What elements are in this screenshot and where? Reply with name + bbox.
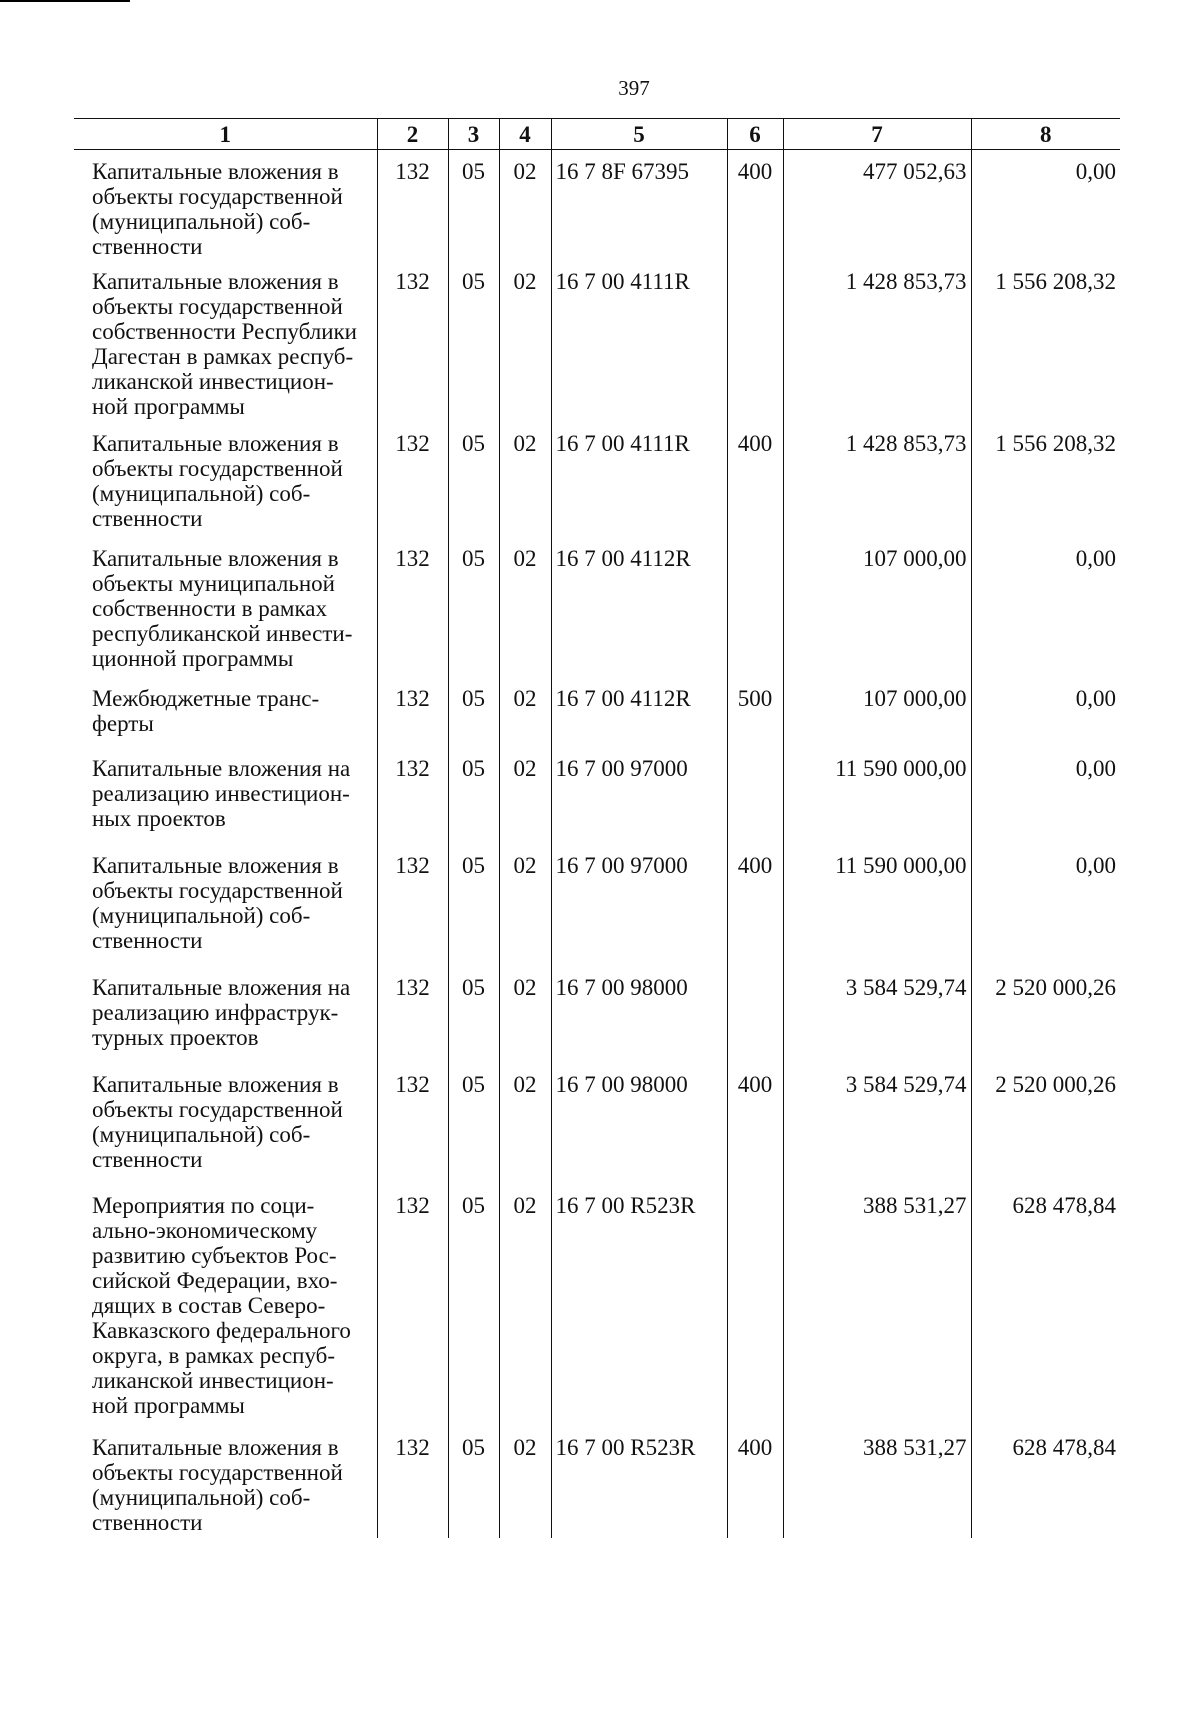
cell-amount-8: 0,00	[971, 677, 1120, 747]
cell-section: 05	[448, 1063, 499, 1184]
header-row	[74, 119, 1120, 150]
table-row	[74, 966, 1120, 1063]
row-name-text: Капитальные вложения на реализацию инвестицион- ных проектов	[92, 755, 351, 831]
cell-target-article: 16 7 8F 67395	[551, 150, 727, 260]
cell-amount-8: 2 520 000,26	[971, 1063, 1120, 1184]
cell-expense-type	[727, 966, 783, 1063]
cell-section: 05	[448, 747, 499, 844]
cell-section: 05	[448, 677, 499, 747]
cell-amount-7: 107 000,00	[783, 677, 971, 747]
cell-subsection: 02	[499, 677, 551, 747]
cell-expense-type	[727, 260, 783, 422]
cell-amount-8: 0,00	[971, 844, 1120, 966]
row-name-text: Капитальные вложения в объекты государственной (муниципальной) соб- ственности	[92, 1071, 343, 1172]
table-row	[74, 260, 1120, 422]
table-row	[74, 1426, 1120, 1538]
cell-section: 05	[448, 150, 499, 260]
cell-ministry: 132	[377, 422, 448, 537]
cell-target-article: 16 7 00 97000	[551, 844, 727, 966]
row-name-text: Капитальные вложения в объекты государственной собственности Республики Дагестан в рамках респуб- ликанской инвестицион- ной программы	[92, 268, 357, 419]
row-name	[74, 966, 377, 1063]
header-col-8: 8	[971, 119, 1120, 150]
table-row	[74, 1063, 1120, 1184]
cell-ministry: 132	[377, 747, 448, 844]
cell-section: 05	[448, 1184, 499, 1426]
cell-amount-7: 388 531,27	[783, 1184, 971, 1426]
cell-target-article: 16 7 00 98000	[551, 966, 727, 1063]
row-name-text: Капитальные вложения в объекты государственной (муниципальной) соб- ственности	[92, 159, 343, 259]
cell-target-article: 16 7 00 4112R	[551, 537, 727, 677]
cell-subsection: 02	[499, 966, 551, 1063]
cell-section: 05	[448, 537, 499, 677]
row-name	[74, 677, 377, 747]
header-col-1: 1	[74, 119, 377, 150]
table-row	[74, 537, 1120, 677]
cell-target-article: 16 7 00 4111R	[551, 422, 727, 537]
cell-amount-8: 2 520 000,26	[971, 966, 1120, 1063]
row-name	[74, 1426, 377, 1538]
cell-ministry: 132	[377, 1063, 448, 1184]
cell-amount-8: 628 478,84	[971, 1184, 1120, 1426]
header-col-3: 3	[448, 119, 499, 150]
row-name-text: Межбюджетные транс- ферты	[92, 685, 320, 736]
cell-target-article: 16 7 00 4112R	[551, 677, 727, 747]
cell-ministry: 132	[377, 150, 448, 260]
cell-ministry: 132	[377, 844, 448, 966]
cell-expense-type: 400	[727, 150, 783, 260]
cell-subsection: 02	[499, 844, 551, 966]
row-name	[74, 747, 377, 844]
cell-expense-type	[727, 747, 783, 844]
table-row	[74, 677, 1120, 747]
header-col-6: 6	[727, 119, 783, 150]
cell-subsection: 02	[499, 422, 551, 537]
table-row	[74, 422, 1120, 537]
cell-expense-type	[727, 1184, 783, 1426]
cell-expense-type	[727, 537, 783, 677]
header-col-5: 5	[551, 119, 727, 150]
cell-target-article: 16 7 00 97000	[551, 747, 727, 844]
header-col-2: 2	[377, 119, 448, 150]
cell-subsection: 02	[499, 260, 551, 422]
row-name	[74, 1184, 377, 1426]
row-name-text: Капитальные вложения в объекты муниципальной собственности в рамках республиканской инвести- ционной программы	[92, 545, 353, 671]
cell-subsection: 02	[499, 1426, 551, 1538]
cell-amount-8: 0,00	[971, 150, 1120, 260]
cell-target-article: 16 7 00 4111R	[551, 260, 727, 422]
row-name	[74, 844, 377, 966]
row-name	[74, 422, 377, 537]
cell-expense-type: 500	[727, 677, 783, 747]
cell-target-article: 16 7 00 R523R	[551, 1184, 727, 1426]
row-name	[74, 1063, 377, 1184]
cell-subsection: 02	[499, 150, 551, 260]
cell-section: 05	[448, 260, 499, 422]
cell-amount-8: 1 556 208,32	[971, 260, 1120, 422]
cell-amount-8: 0,00	[971, 747, 1120, 844]
cell-amount-8: 0,00	[971, 537, 1120, 677]
cell-amount-7: 1 428 853,73	[783, 422, 971, 537]
cell-amount-7: 3 584 529,74	[783, 966, 971, 1063]
cell-target-article: 16 7 00 98000	[551, 1063, 727, 1184]
cell-ministry: 132	[377, 1426, 448, 1538]
table-row	[74, 844, 1120, 966]
header-col-7: 7	[783, 119, 971, 150]
cell-section: 05	[448, 844, 499, 966]
row-name-text: Мероприятия по соци- ально-экономическому развитию субъектов Рос- сийской Федерации, вхо- дящих в состав Северо- Кавказского федерального округа, в рамках респуб- ликанской инвестицион- ной программы	[92, 1192, 351, 1418]
cell-ministry: 132	[377, 677, 448, 747]
row-name	[74, 537, 377, 677]
cell-ministry: 132	[377, 260, 448, 422]
row-name-text: Капитальные вложения в объекты государственной (муниципальной) соб- ственности	[92, 430, 343, 531]
row-name-text: Капитальные вложения в объекты государственной (муниципальной) соб- ственности	[92, 852, 343, 953]
cell-subsection: 02	[499, 1184, 551, 1426]
table-row	[74, 1184, 1120, 1426]
cell-amount-8: 1 556 208,32	[971, 422, 1120, 537]
row-name-text: Капитальные вложения в объекты государственной (муниципальной) соб- ственности	[92, 1434, 343, 1535]
cell-expense-type: 400	[727, 844, 783, 966]
row-name-text: Капитальные вложения на реализацию инфраструк- турных проектов	[92, 974, 351, 1050]
table-row	[74, 150, 1120, 260]
row-name	[74, 150, 377, 260]
cell-section: 05	[448, 422, 499, 537]
cell-amount-7: 107 000,00	[783, 537, 971, 677]
cell-target-article: 16 7 00 R523R	[551, 1426, 727, 1538]
cell-amount-7: 11 590 000,00	[783, 747, 971, 844]
header-col-4: 4	[499, 119, 551, 150]
cell-expense-type: 400	[727, 1063, 783, 1184]
cell-amount-7: 1 428 853,73	[783, 260, 971, 422]
cell-amount-8: 628 478,84	[971, 1426, 1120, 1538]
cell-ministry: 132	[377, 966, 448, 1063]
cell-ministry: 132	[377, 537, 448, 677]
cell-amount-7: 477 052,63	[783, 150, 971, 260]
cell-subsection: 02	[499, 1063, 551, 1184]
budget-table	[74, 118, 1120, 1538]
page-number: 397	[618, 76, 650, 100]
cell-expense-type: 400	[727, 422, 783, 537]
cell-ministry: 132	[377, 1184, 448, 1426]
cell-amount-7: 11 590 000,00	[783, 844, 971, 966]
cell-subsection: 02	[499, 537, 551, 677]
cell-expense-type: 400	[727, 1426, 783, 1538]
cell-section: 05	[448, 1426, 499, 1538]
scan-edge-line	[0, 0, 130, 2]
cell-amount-7: 388 531,27	[783, 1426, 971, 1538]
cell-amount-7: 3 584 529,74	[783, 1063, 971, 1184]
table-row	[74, 747, 1120, 844]
cell-section: 05	[448, 966, 499, 1063]
cell-subsection: 02	[499, 747, 551, 844]
row-name	[74, 260, 377, 422]
